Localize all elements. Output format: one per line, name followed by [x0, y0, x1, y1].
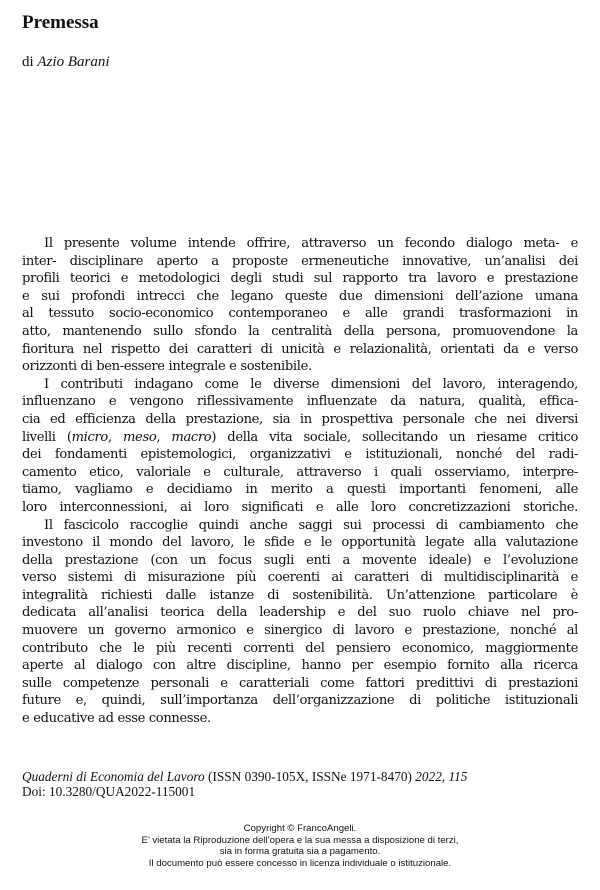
text-line: tiamo, vagliamo e decidiamo in merito a questi importanti fenomeni, alle	[22, 482, 578, 498]
text-line: future e, quindi, sull’importanza dell’organizzazione di politiche istituzionali	[22, 693, 578, 709]
copyright-line: E’ vietata la Riproduzione dell’opera e la sua messa a disposizione di terzi,	[141, 834, 459, 846]
line-segment: livelli (	[22, 429, 72, 445]
journal-name: Quaderni di Economia del Lavoro	[22, 769, 205, 784]
text-line: contributo che le più recenti correnti del pensiero economico, maggiormente	[22, 640, 578, 656]
text-line: loro interconnessioni, ai loro significati e alle loro concretizzazioni storiche.	[22, 499, 578, 515]
paragraph-1	[22, 235, 578, 376]
doi: Doi: 10.3280/QUA2022-115001	[22, 784, 196, 799]
text-line: orizzonti di ben-essere integrale e sostenibile.	[22, 359, 312, 375]
line-segment: ,	[107, 429, 123, 445]
line-segment: ) della vita sociale, sollecitando un riesame critico	[211, 429, 579, 445]
text-line: al tessuto socio-economico contemporaneo e alle grandi trasformazioni in	[22, 306, 578, 322]
italic-term-micro: micro	[71, 429, 108, 445]
text-line: verso sistemi di misurazione più coerenti ai caratteri di multidisciplinarità e	[22, 570, 578, 586]
byline	[22, 54, 110, 71]
text-line: influenzano e vengono riflessivamente influenzate da natura, qualità, effica-	[22, 394, 578, 410]
year-issue: 2022, 115	[415, 769, 468, 784]
text-line: I contributi indagano come le diverse dimensioni del lavoro, interagendo,	[44, 376, 578, 392]
text-line: muovere un governo armonico e sinergico di lavoro e prestazione, nonché al	[22, 623, 578, 639]
text-line: integralità richiesti dalle istanze di sostenibilità. Un’attenzione particolare è	[22, 587, 578, 603]
text-line: dei fondamenti epistemologici, organizzativi e istituzionali, nonché del radi-	[22, 447, 578, 463]
italic-term-macro: macro	[171, 429, 212, 445]
citation	[22, 769, 467, 799]
copyright-line: Copyright © FrancoAngeli.	[243, 823, 357, 834]
copyright-notice	[0, 823, 600, 869]
body-text	[22, 235, 578, 728]
text-line: atto, mantenendo sullo sfondo la centralità della persona, promuovendone la	[22, 323, 578, 339]
text-line: Il presente volume intende offrire, attraverso un fecondo dialogo meta- e	[44, 236, 578, 251]
issn: (ISSN 0390-105X, ISSNe 1971-8470)	[208, 769, 412, 784]
text-line: e sui profondi intrecci che legano queste due dimensioni dell’azione umana	[22, 288, 578, 304]
text-line: investono il mondo del lavoro, le sfide e le opportunità legate alla valutazione	[22, 535, 578, 551]
text-line: profili teorici e metodologici degli studi sul rapporto tra lavoro e prestazione	[22, 271, 578, 287]
text-line: fioritura nel rispetto dei caratteri di unicità e relazionalità, orientati da e verso	[22, 341, 578, 357]
citation-journal-line	[22, 769, 467, 784]
paragraph-3	[22, 517, 578, 728]
text-line: sulle competenze personali e caratteriali come fattori predittivi di prestazioni	[22, 675, 578, 691]
byline-prefix: di	[22, 54, 34, 70]
text-line: aperte al dialogo con altre discipline, hanno per esempio fornito alla ricerca	[22, 658, 578, 674]
text-line: camento etico, valoriale e culturale, attraverso i quali osserviamo, interpre-	[22, 464, 578, 480]
copyright-line: sia in forma gratuita sia a pagamento.	[219, 846, 381, 857]
text-line-with-italics	[22, 429, 578, 447]
author-name: Azio Barani	[37, 54, 110, 70]
line-segment: ,	[156, 429, 172, 445]
italic-term-meso: meso	[122, 429, 157, 445]
paragraph-2	[22, 376, 578, 517]
text-line: Il fascicolo raccoglie quindi anche saggi sui processi di cambiamento che	[44, 517, 578, 533]
text-line: dedicata all’analisi teorica della leadership e del suo ruolo chiave nel pro-	[22, 605, 578, 621]
text-line: cia ed efficienza della prestazione, sia in prospettiva personale che nei diversi	[22, 411, 578, 427]
text-line: inter- disciplinare aperto a proposte ermeneutiche innovative, un’analisi dei	[22, 253, 578, 269]
copyright-line: Il documento può essere concesso in licenza individuale o istituzionale.	[148, 857, 452, 869]
text-line: e educative ad esse connesse.	[22, 711, 211, 727]
page-title: Premessa	[22, 12, 99, 33]
text-line: della prestazione (con un focus sugli enti a movente ideale) e l’evoluzione	[22, 552, 578, 568]
